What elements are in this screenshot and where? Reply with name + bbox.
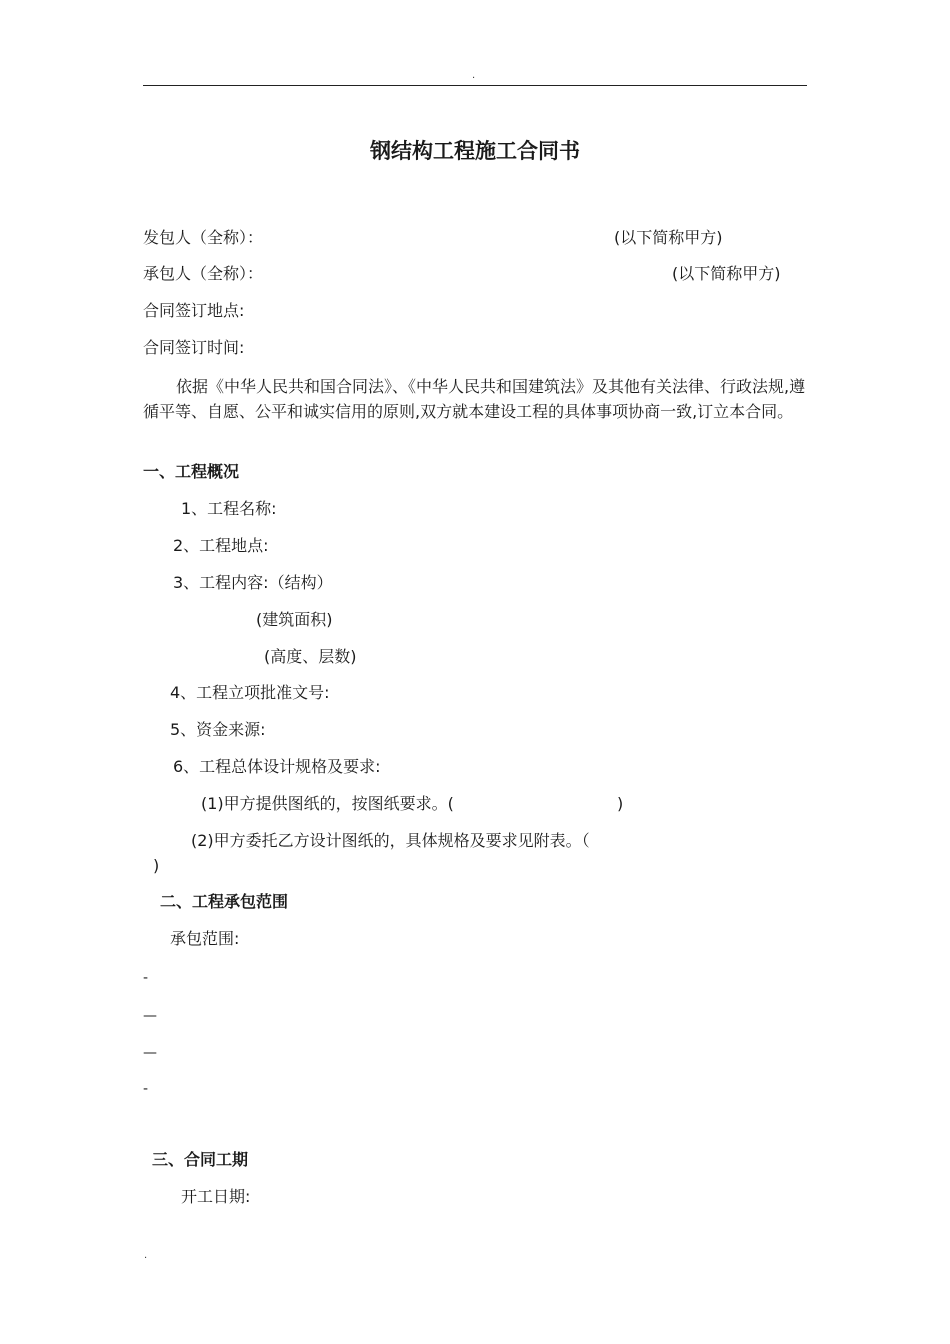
item-project-content: 3、工程内容:（结构）: [173, 573, 333, 592]
sign-place-label: 合同签订地点:: [143, 301, 245, 320]
scope-label: 承包范围:: [170, 929, 240, 948]
header-marker: .: [472, 70, 476, 81]
item-project-location: 2、工程地点:: [173, 536, 269, 555]
scope-dash-2: —: [143, 1008, 157, 1024]
section2-heading: 二、工程承包范围: [160, 892, 289, 911]
item-design-spec: 6、工程总体设计规格及要求:: [173, 757, 381, 776]
section1-heading: 一、工程概况: [143, 462, 240, 481]
item-building-area: (建筑面积): [256, 610, 333, 629]
sub-item-design-entrust: (2)甲方委托乙方设计图纸的，具体规格及要求见附表。（: [191, 831, 590, 850]
item-approval-number: 4、工程立项批准文号:: [170, 683, 330, 702]
sub-item-drawings-close: ): [617, 794, 624, 813]
sub-item-design-entrust-close: ): [153, 856, 160, 875]
preamble-paragraph: 依据《中华人民共和国合同法》、《中华人民共和国建筑法》及其他有关法律、行政法规,遵循平等、自愿、公平和诚实信用的原则,双方就本建设工程的具体事项协商一致,订立本合同。: [143, 377, 806, 421]
contractor-note: (以下简称甲方): [672, 264, 781, 283]
start-date-label: 开工日期:: [181, 1187, 251, 1206]
item-fund-source: 5、资金来源:: [170, 720, 266, 739]
scope-dash-4: -: [143, 1081, 149, 1097]
scope-dash-1: -: [143, 970, 149, 986]
employer-note: (以下简称甲方): [614, 228, 723, 247]
sub-item-drawings: (1)甲方提供图纸的，按图纸要求。(: [201, 794, 454, 813]
sign-time-label: 合同签订时间:: [143, 338, 245, 357]
footer-marker: .: [144, 1250, 148, 1261]
employer-label: 发包人（全称）：: [143, 228, 264, 247]
document-title: 钢结构工程施工合同书: [370, 139, 580, 163]
scope-dash-3: —: [143, 1045, 157, 1061]
header-rule: [143, 85, 807, 86]
item-project-name: 1、工程名称:: [181, 499, 277, 518]
contractor-label: 承包人（全称）：: [143, 264, 264, 283]
section3-heading: 三、合同工期: [152, 1150, 249, 1169]
item-height-floors: (高度、层数): [264, 647, 357, 666]
